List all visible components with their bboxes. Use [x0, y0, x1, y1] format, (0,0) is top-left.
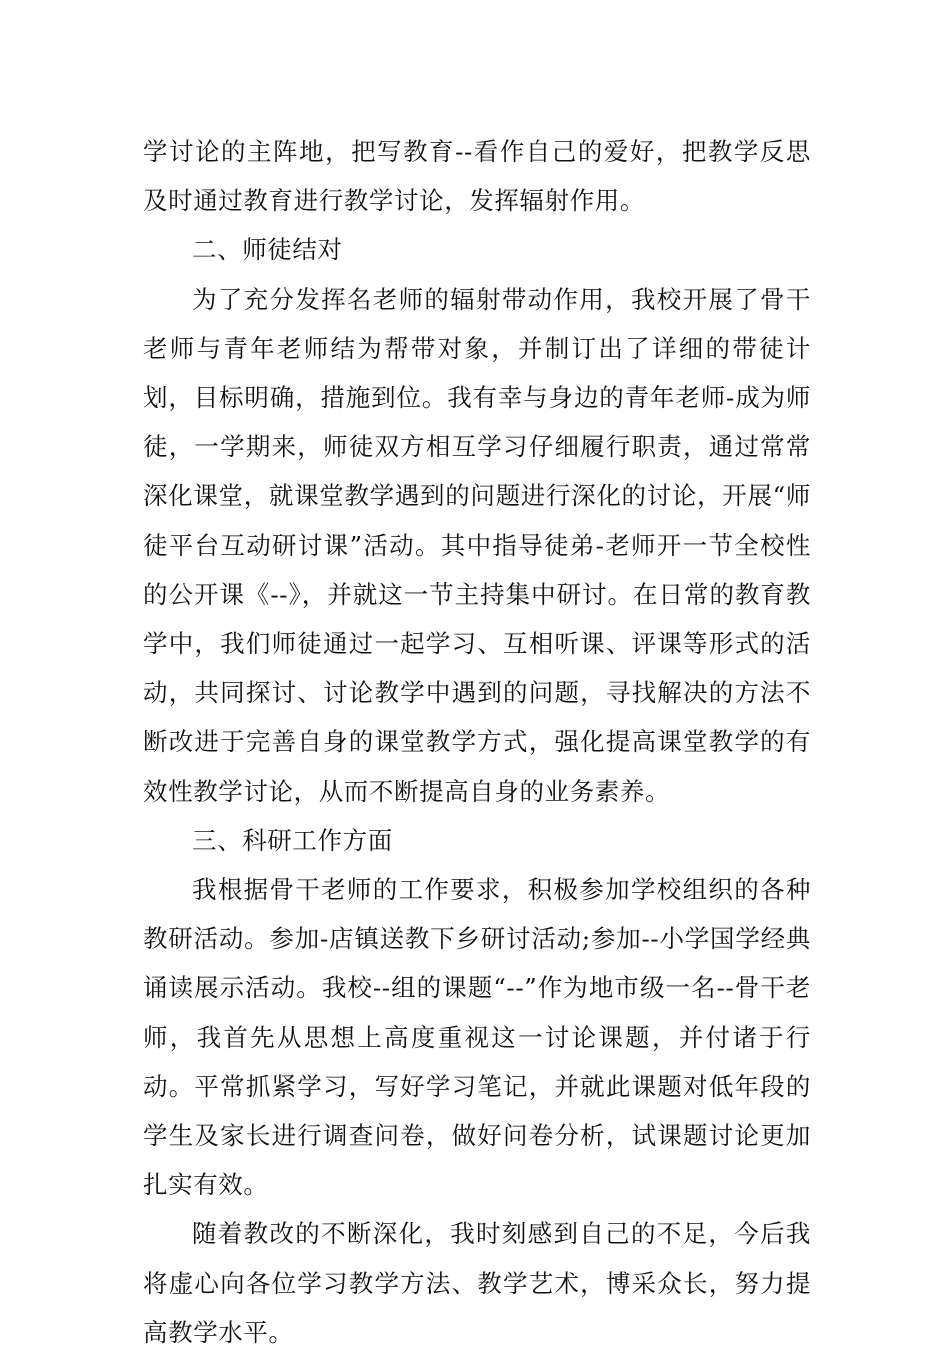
paragraph-mentorship: 为了充分发挥名老师的辐射带动作用，我校开展了骨干老师与青年老师结为帮带对象，并制订出了详细的带徒计划，目标明确，措施到位。我有幸与身边的青年老师-成为师徒，一学期来，师徒双方相互学习仔细履行职责，通过常常深化课堂，就课堂教学遇到的问题进行深化的讨论，开展“师徒平台互动研讨课”活动。其中指导徒弟-老师开一节全校性的公开课《--》，并就这一节主持集中研讨。在日常的教育教学中，我们师徒通过一起学习、互相听课、评课等形式的活动，共同探讨、讨论教学中遇到的问题，寻找解决的方法不断改进于完善自身的课堂教学方式，强化提高课堂教学的有效性教学讨论，从而不断提高自身的业务素养。	[143, 284, 811, 806]
section-heading-research: 三、科研工作方面	[192, 825, 393, 855]
document-body	[143, 127, 811, 1357]
paragraph-continuation: 学讨论的主阵地，把写教育--看作自己的爱好，把教学反思及时通过教育进行教学讨论，发挥辐射作用。	[143, 137, 811, 216]
section-heading-mentorship: 二、师徒结对	[192, 235, 343, 265]
paragraph-research: 我根据骨干老师的工作要求，积极参加学校组织的各种教研活动。参加-店镇送教下乡研讨活动;参加--小学国学经典诵读展示活动。我校--组的课题“--”作为地市级一名--骨干老师，我首先从思想上高度重视这一讨论课题，并付诸于行动。平常抓紧学习，写好学习笔记，并就此课题对低年段的学生及家长进行调查问卷，做好问卷分析，试课题讨论更加扎实有效。	[143, 875, 811, 1200]
paragraph-conclusion: 随着教改的不断深化，我时刻感到自己的不足，今后我将虚心向各位学习教学方法、教学艺术，博采众长，努力提高教学水平。	[143, 1219, 811, 1347]
